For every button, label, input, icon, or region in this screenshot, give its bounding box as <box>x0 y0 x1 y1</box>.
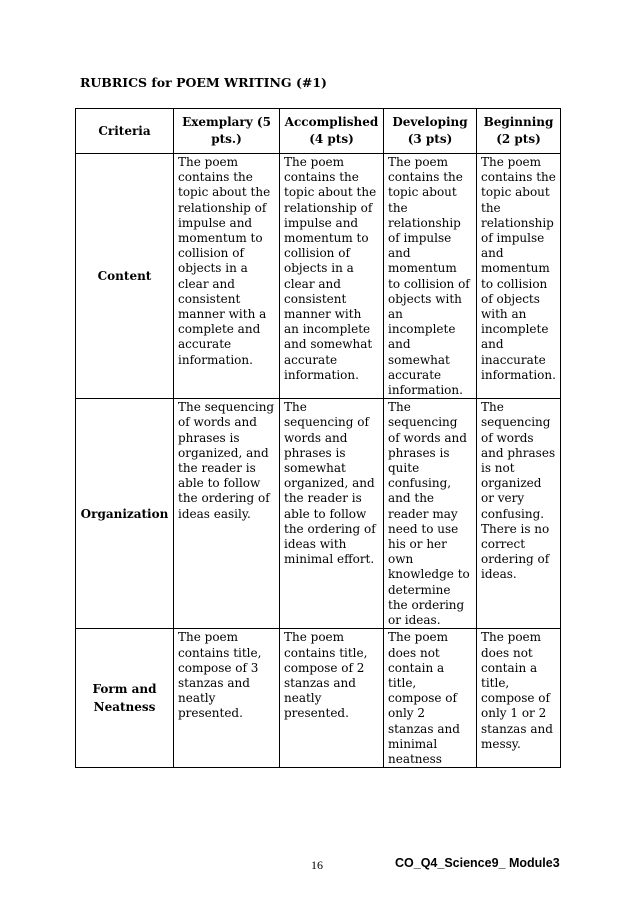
criterion-organization: Organization <box>76 399 174 629</box>
module-code: CO_Q4_Science9_ Module3 <box>395 856 560 870</box>
header-row <box>76 109 561 154</box>
cell-form-accomplished: The poem contains title, compose of 2 stanzas and neatly presented. <box>280 629 384 768</box>
header-developing: Developing (3 pts) <box>384 109 477 154</box>
cell-content-accomplished: The poem contains the topic about the relationship of impulse and momentum to collision of objects in a clear and consistent manner with an incomplete and somewhat accurate information. <box>280 154 384 399</box>
cell-form-developing: The poem does not contain a title, compose of only 2 stanzas and minimal neatness <box>384 629 477 768</box>
cell-organization-accomplished: The sequencing of words and phrases is somewhat organized, and the reader is able to follow the ordering of ideas with minimal effort. <box>280 399 384 629</box>
rubric-table <box>75 108 561 768</box>
cell-organization-developing: The sequencing of words and phrases is quite confusing, and the reader may need to use his or her own knowledge to determine the ordering or ideas. <box>384 399 477 629</box>
cell-content-beginning: The poem contains the topic about the relationship of impulse and momentum to collision of objects with an incomplete and inaccurate information. <box>477 154 561 399</box>
cell-form-exemplary: The poem contains title, compose of 3 stanzas and neatly presented. <box>174 629 280 768</box>
criterion-form-neatness: Form and Neatness <box>76 629 174 768</box>
table-row <box>76 154 561 399</box>
cell-content-exemplary: The poem contains the topic about the relationship of impulse and momentum to collision of objects in a clear and consistent manner with a complete and accurate information. <box>174 154 280 399</box>
cell-form-beginning: The poem does not contain a title, compose of only 1 or 2 stanzas and messy. <box>477 629 561 768</box>
document-title: RUBRICS for POEM WRITING (#1) <box>80 75 327 90</box>
cell-organization-exemplary: The sequencing of words and phrases is organized, and the reader is able to follow the ordering of ideas easily. <box>174 399 280 629</box>
header-exemplary: Exemplary (5 pts.) <box>174 109 280 154</box>
cell-organization-beginning: The sequencing of words and phrases is not organized or very confusing. There is no correct ordering of ideas. <box>477 399 561 629</box>
header-accomplished: Accomplished (4 pts) <box>280 109 384 154</box>
table-row <box>76 629 561 768</box>
header-beginning: Beginning (2 pts) <box>477 109 561 154</box>
header-criteria: Criteria <box>76 109 174 154</box>
page-number: 16 <box>311 858 323 872</box>
criterion-content: Content <box>76 154 174 399</box>
table-row <box>76 399 561 629</box>
cell-content-developing: The poem contains the topic about the relationship of impulse and momentum to collision of objects with an incomplete and somewhat accurate information. <box>384 154 477 399</box>
